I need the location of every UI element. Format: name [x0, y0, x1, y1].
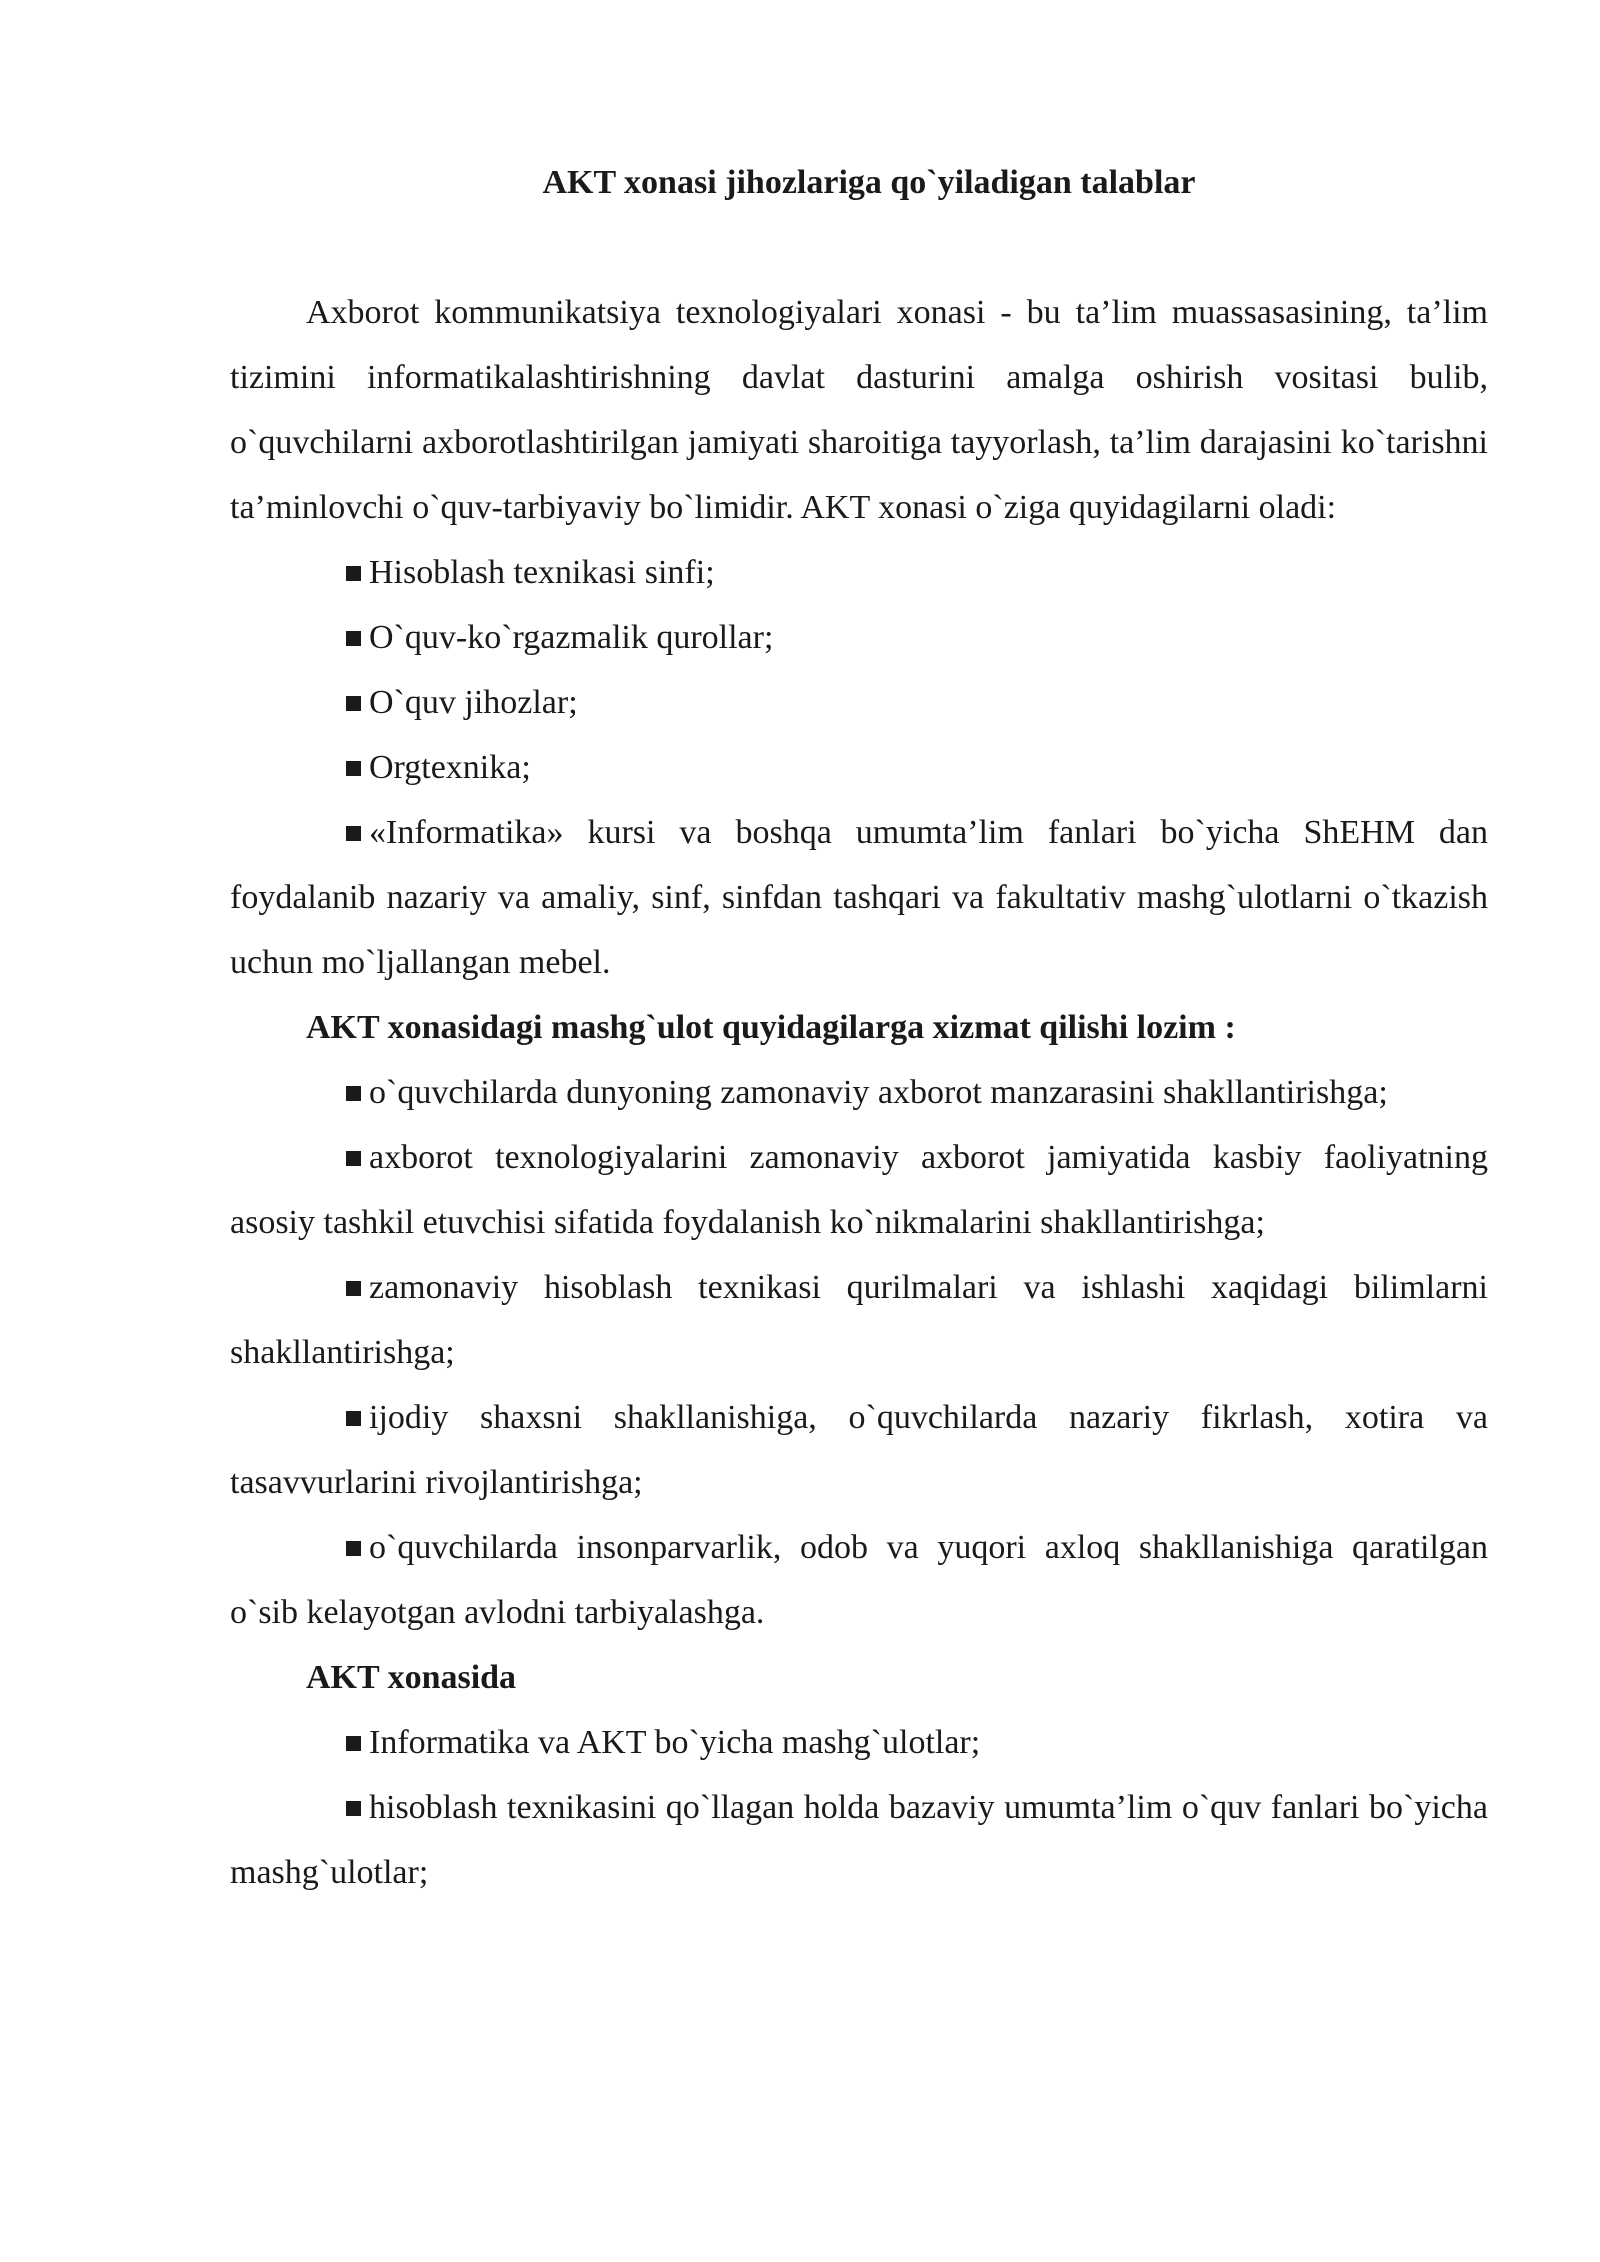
- section-heading: AKT xonasida: [306, 1659, 517, 1696]
- list-item: O`quv jihozlar;: [230, 670, 1488, 735]
- list-item: hisoblash texnikasini qo`llagan holda bazaviy umumta’lim o`quv fanlari bo`yicha mashg`ulotlar;: [230, 1789, 1488, 1891]
- list-item: axborot texnologiyalarini zamonaviy axborot jamiyatida kasbiy faoliyatning asosiy tashkil etuvchisi sifatida foydalanish ko`nikmalarini shakllantirishga;: [230, 1139, 1488, 1241]
- list-item: O`quv-ko`rgazmalik qurollar;: [230, 605, 1488, 670]
- document-title: AKT xonasi jihozlariga qo`yiladigan talablar: [542, 164, 1196, 201]
- square-bullet-icon: [346, 566, 361, 581]
- list-item: zamonaviy hisoblash texnikasi qurilmalari va ishlashi xaqidagi bilimlarni shakllantirishga;: [230, 1269, 1488, 1371]
- list-item: «Informatika» kursi va boshqa umumta’lim fanlari bo`yicha ShEHM dan foydalanib nazariy va amaliy, sinf, sinfdan tashqari va fakultativ mashg`ulotlarni o`tkazish uchun mo`ljallangan mebel.: [230, 814, 1488, 981]
- intro-paragraph: Axborot kommunikatsiya texnologiyalari xonasi - bu ta’lim muassasasining, ta’lim tizimini informatikalashtirishning davlat dasturini amalga oshirish vositasi bulib, o`quvchilarni axborotlashtirilgan jamiyati sharoitiga tayyorlash, ta’lim darajasini ko`tarishni ta’minlovchi o`quv-tarbiyaviy bo`limidir. AKT xonasi o`ziga quyidagilarni oladi:: [230, 294, 1488, 526]
- list-item: Orgtexnika;: [230, 735, 1488, 800]
- square-bullet-icon: [346, 1281, 361, 1296]
- square-bullet-icon: [346, 1151, 361, 1166]
- square-bullet-icon: [346, 761, 361, 776]
- square-bullet-icon: [346, 1086, 361, 1101]
- square-bullet-icon: [346, 696, 361, 711]
- square-bullet-icon: [346, 1541, 361, 1556]
- list-item: o`quvchilarda insonparvarlik, odob va yuqori axloq shakllanishiga qaratilgan o`sib kelayotgan avlodni tarbiyalashga.: [230, 1529, 1488, 1631]
- list-item: o`quvchilarda dunyoning zamonaviy axborot manzarasini shakllantirishga;: [230, 1060, 1488, 1125]
- list-item: Informatika va AKT bo`yicha mashg`ulotlar;: [230, 1710, 1488, 1775]
- section-heading: AKT xonasidagi mashg`ulot quyidagilarga xizmat qilishi lozim :: [306, 1009, 1236, 1046]
- square-bullet-icon: [346, 826, 361, 841]
- list-item: ijodiy shaxsni shakllanishiga, o`quvchilarda nazariy fikrlash, xotira va tasavvurlarini rivojlantirishga;: [230, 1399, 1488, 1501]
- square-bullet-icon: [346, 1736, 361, 1751]
- square-bullet-icon: [346, 1411, 361, 1426]
- square-bullet-icon: [346, 631, 361, 646]
- square-bullet-icon: [346, 1801, 361, 1816]
- list-item: Hisoblash texnikasi sinfi;: [230, 540, 1488, 605]
